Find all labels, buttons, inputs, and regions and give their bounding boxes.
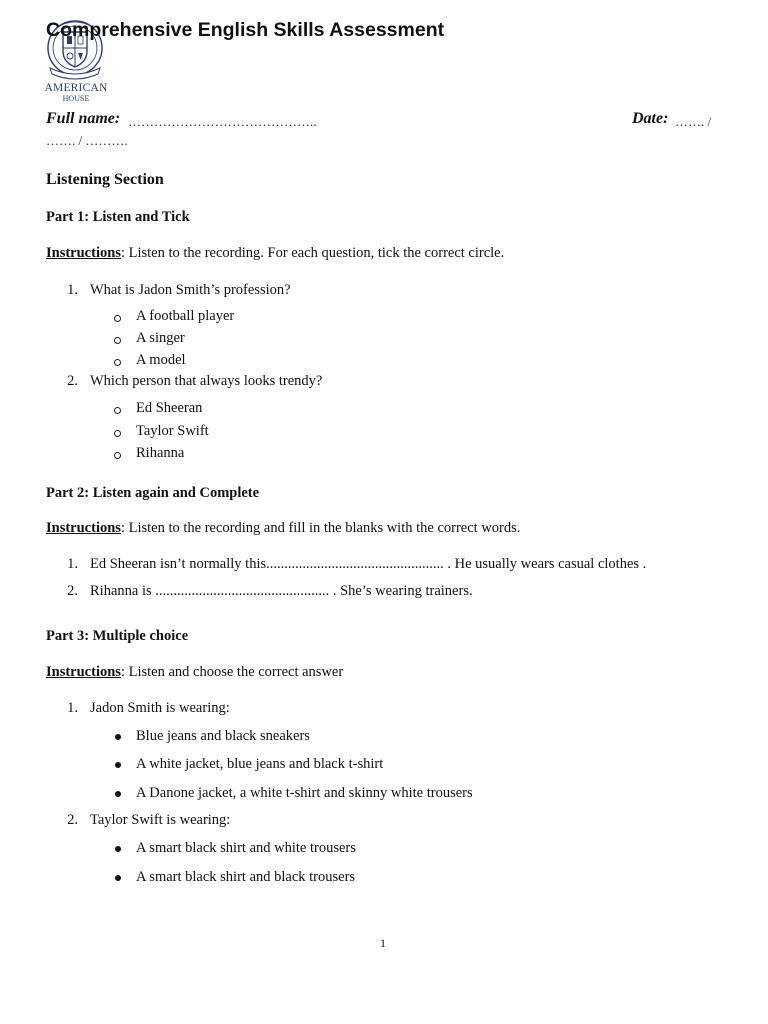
part3-title: Part 3: Multiple choice — [46, 628, 189, 644]
instructions-label: Instructions — [46, 664, 121, 680]
question-text: What is Jadon Smith’s profession? — [90, 282, 291, 298]
date-blank-month-year[interactable]: ……. / ………. — [46, 133, 128, 148]
instructions-text: : Listen to the recording. For each question, tick the correct circle. — [120, 245, 505, 261]
fullname-blank[interactable]: …………………………………….. — [128, 114, 317, 129]
logo-subtitle: HOUSE — [62, 94, 90, 103]
answer-option[interactable]: A Danone jacket, a white t-shirt and skinny white trousers — [136, 785, 473, 801]
instructions-label: Instructions — [46, 245, 121, 261]
date-label: Date: — [632, 110, 669, 127]
part1-title: Part 1: Listen and Tick — [46, 209, 190, 225]
question-text: Which person that always looks trendy? — [90, 373, 323, 389]
question-text: Taylor Swift is wearing: — [90, 812, 231, 828]
question-text: Jadon Smith is wearing: — [90, 700, 230, 716]
page-title: Comprehensive English Skills Assessment — [46, 19, 445, 41]
item-number: 1. — [67, 556, 78, 572]
item-number: 2. — [67, 583, 78, 599]
instructions-text: : Listen and choose the correct answer — [120, 664, 344, 680]
part3-instructions — [46, 664, 343, 681]
bullet-dot — [115, 875, 121, 881]
answer-option[interactable]: Blue jeans and black sneakers — [136, 728, 310, 744]
question-number: 1. — [67, 700, 78, 716]
answer-circle[interactable] — [114, 337, 121, 344]
bullet-dot — [115, 791, 121, 797]
answer-circle[interactable] — [114, 315, 121, 322]
answer-option: A football player — [136, 308, 235, 324]
answer-option: Ed Sheeran — [136, 400, 203, 416]
fill-blank-item[interactable]: Ed Sheeran isn’t normally this................................................. . He usually wears casual clothes . — [90, 556, 647, 572]
bullet-dot — [115, 734, 121, 740]
answer-circle[interactable] — [114, 430, 121, 437]
answer-circle[interactable] — [114, 359, 121, 366]
section-title: Listening Section — [46, 171, 164, 188]
answer-option: A model — [136, 352, 186, 368]
answer-option: Rihanna — [136, 445, 185, 461]
instructions-label: Instructions — [46, 520, 121, 536]
answer-option: Taylor Swift — [136, 423, 209, 439]
answer-option[interactable]: A smart black shirt and black trousers — [136, 869, 356, 885]
answer-circle[interactable] — [114, 407, 121, 414]
question-number: 2. — [67, 373, 78, 389]
logo-name: AMERICAN — [44, 82, 108, 94]
answer-option[interactable]: A white jacket, blue jeans and black t-shirt — [136, 756, 384, 772]
fullname-label: Full name: — [46, 110, 121, 127]
question-number: 2. — [67, 812, 78, 828]
instructions-text: : Listen to the recording and fill in the blanks with the correct words. — [120, 520, 521, 536]
answer-circle[interactable] — [114, 452, 121, 459]
bullet-dot — [115, 762, 121, 768]
answer-option[interactable]: A smart black shirt and white trousers — [136, 840, 356, 856]
part1-instructions — [46, 245, 504, 262]
part2-instructions — [46, 520, 520, 537]
fill-blank-item[interactable]: Rihanna is ................................................ . She’s wearing trainers. — [90, 583, 473, 599]
date-blank-day[interactable]: ……. / — [675, 114, 712, 129]
page-number: 1 — [380, 936, 386, 950]
bullet-dot — [115, 846, 121, 852]
answer-option: A singer — [136, 330, 185, 346]
part2-title: Part 2: Listen again and Complete — [46, 485, 260, 501]
question-number: 1. — [67, 282, 78, 298]
